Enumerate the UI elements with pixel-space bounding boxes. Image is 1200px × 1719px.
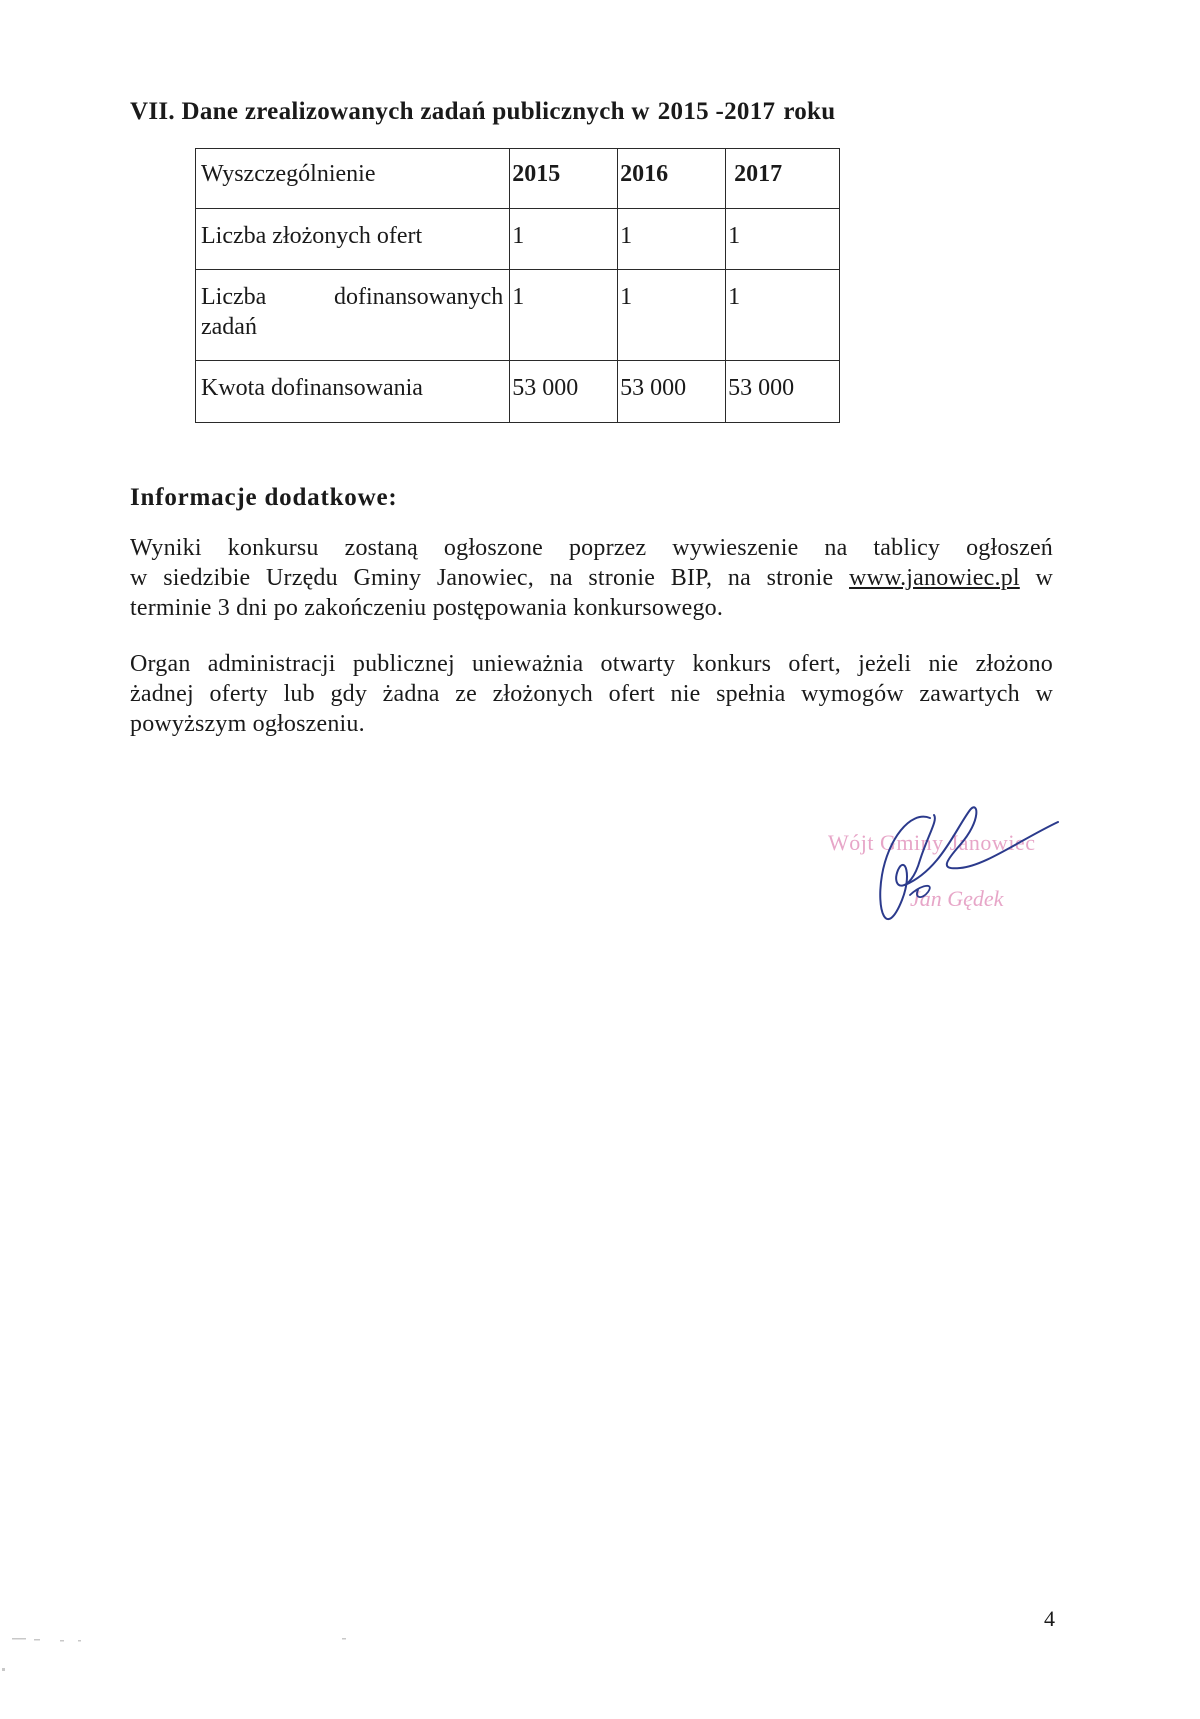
page-number: 4	[1044, 1606, 1055, 1631]
cell-value: 1	[618, 209, 726, 270]
paragraph-line: powyższym ogłoszeniu.	[130, 711, 365, 737]
row-label-word: Liczba	[201, 284, 267, 310]
cell-value: 1	[510, 270, 618, 361]
header-cell-2017: 2017	[726, 149, 840, 209]
section-numeral: VII.	[130, 98, 175, 125]
paragraph-text: w	[1035, 565, 1054, 591]
cell-value: 1	[510, 209, 618, 270]
stamp-title: Wójt Gminy Janowiec	[828, 830, 1036, 855]
public-tasks-table	[195, 148, 840, 423]
cell-value: 1	[726, 270, 840, 361]
row-label	[196, 270, 510, 361]
scan-artifacts	[0, 1620, 400, 1680]
paragraph-text: w siedzibie Urzędu Gminy Janowiec, na stronie BIP, na stronie	[130, 565, 834, 591]
section-heading	[130, 98, 835, 126]
table-header-row	[196, 149, 840, 209]
table-row	[196, 270, 840, 361]
section-years: 2015 -2017	[657, 98, 776, 125]
row-label: Kwota dofinansowania	[196, 361, 510, 423]
cell-value: 53 000	[618, 361, 726, 423]
cell-value: 53 000	[510, 361, 618, 423]
row-label-word: dofinansowanych	[333, 284, 504, 310]
results-paragraph	[130, 533, 1053, 623]
header-cell-2016: 2016	[618, 149, 726, 209]
paragraph-line: Wyniki konkursu zostaną ogłoszone poprzez wywieszenie na tablicy ogłoszeń	[130, 535, 1053, 561]
row-label-line1	[201, 282, 503, 312]
cell-value: 1	[618, 270, 726, 361]
cell-value: 1	[726, 209, 840, 270]
handwritten-signature	[810, 800, 1070, 940]
signature-stamp	[810, 800, 1070, 940]
cell-value: 53 000	[726, 361, 840, 423]
paragraph-line: żadnej oferty lub gdy żadna ze złożonych ofert nie spełnia wymogów zawartych w	[130, 681, 1053, 707]
stamp-name: Jan Gędek	[910, 886, 1004, 911]
header-cell-label: Wyszczególnienie	[196, 149, 510, 209]
section-title-part2: roku	[783, 98, 836, 125]
header-cell-2015: 2015	[510, 149, 618, 209]
paragraph-line: Organ administracji publicznej unieważnia otwarty konkurs ofert, jeżeli nie złożono	[130, 651, 1053, 677]
cancellation-paragraph	[130, 649, 1053, 739]
table-row	[196, 209, 840, 270]
paragraph-line	[130, 563, 1053, 593]
website-link[interactable]: www.janowiec.pl	[849, 565, 1020, 591]
info-heading: Informacje dodatkowe:	[130, 484, 398, 511]
row-label: Liczba złożonych ofert	[196, 209, 510, 270]
table-row	[196, 361, 840, 423]
paragraph-line: terminie 3 dni po zakończeniu postępowania konkursowego.	[130, 595, 724, 621]
section-title-part1: Dane zrealizowanych zadań publicznych w	[181, 98, 650, 125]
row-label-line2: zadań	[201, 314, 257, 340]
